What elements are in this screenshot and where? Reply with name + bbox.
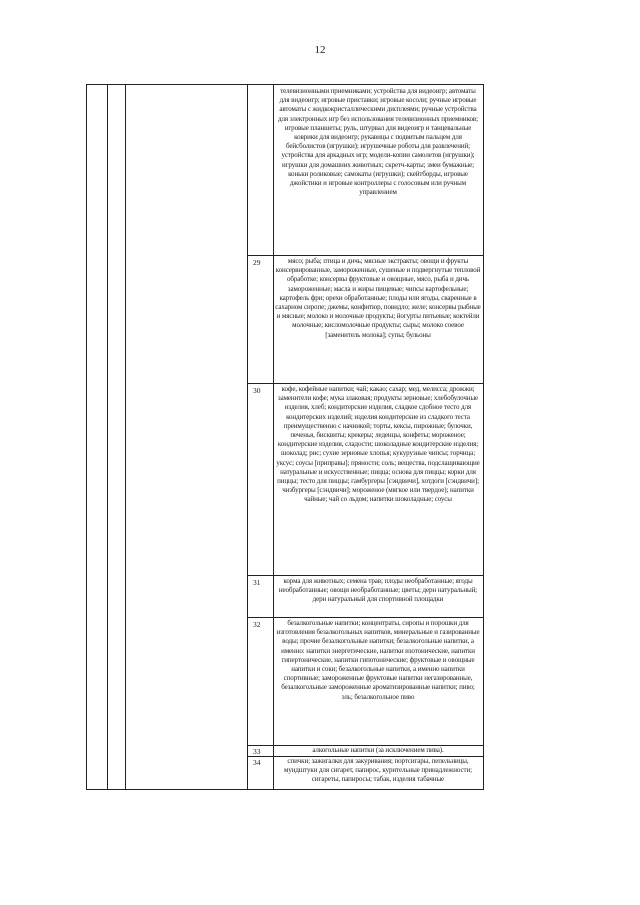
goods-description: корма для животных; семена трав; плоды необработанные; ягоды необработанные; овощи необработанные; цветы; дерн натуральный; дерн натуральный для спортивной площадки <box>278 577 478 604</box>
class-number: 29 <box>253 258 261 267</box>
goods-description: алкогольные напитки (за исключением пива). <box>312 746 444 754</box>
page-number: 12 <box>314 44 326 56</box>
class-number: 30 <box>253 386 261 395</box>
class-number: 32 <box>253 620 261 629</box>
goods-description: кофе, кофейные напитки; чай; какао; сахар; мед, мелисса; дрожжи; заменители кофе; мука злаковая; продукты зерновые; хлебобулочные изделия, хлеб; кондитерские изделия, сладкое сдобное тесто для кондитерских изделий; изделия кондитерские из сладкого теста преимущественно с начинкой; торты, кексы, пирожные; булочки, печенья, бисквиты; крекеры; леденцы, конфеты; мороженое; кондитерские изделия, сладости; шоколадные кондитерские изделия; шоколад; рис; сухие зерновые хлопья; кукурузные чипсы; горчица; уксус; соусы [приправы]; пряности; соль; вещества, подслащивающие натуральные и искусственные; пицца; основа для пиццы; корки для пиццы; тесто для пиццы; гамбургеры [сэндвичи], хотдоги [сэндвичи]; чизбургеры [сэндвичи]; мороженое (мягкое или твердое); напитки чайные; чай со льдом; напитки шоколадные; соусы <box>276 385 480 504</box>
goods-description: безалкогольные напитки; концентраты, сиропы и порошки для изготовления безалкогольных напитков, минеральные и газированные воды; прочие безалкогольные напитки; безалкогольные напитки, а именно: напитки энергетические, напитки изотонические, напитки гипертонические, напитки гипотонические; фруктовые и овощные напитки и соки; безалкогольные напитки, а именно напитки спортивные; замороженные фруктовые напитки негазированные, безалкогольные замороженные ароматизированные напитки; пиво; эль; безалкогольное пиво <box>276 619 480 701</box>
goods-description: телевизионными приемниками; устройства для видеоигр; автоматы для видеоигр; игровые приставки; игровые косоли; ручные игровые автоматы с жидкокристаллическими дисплеями; ручные устройства для электронных игр без использования телевизионных приемников; игровые планшеты; руль, штурвал для видеоигр и танцевальные коврики для видеоигр; рукавицы с подвитым пальцем для бейсболистов (игрушки); игрушечные роботы для развлечений; устройства для аркадных игр; модели-копии самолетов (игрушки); игрушки для домашних животных; скретч-карты; змеи бумажные; коньки роликовые; самокаты (игрушки); скейтборды, игровые джойстики и игровые контроллеры с голосовым или ручным управлением <box>278 87 478 197</box>
class-number: 31 <box>253 578 261 587</box>
row-divider <box>247 383 483 384</box>
column-rule <box>483 85 484 789</box>
row-divider <box>247 255 483 256</box>
goods-description: мясо; рыба; птица и дичь; мясные экстракты; овощи и фрукты консервированные, замороженные, сушеные и подвергнутые тепловой обработке; консервы фруктовые и овощные, мясо, рыба и дичь замороженные; масла и жиры пищевые; чипсы картофельные; картофель фри; орехи обработанные; плоды или ягоды, сваренные в сахарном сиропе; джемы, конфитюр, повидло; желе; консервы рыбные и мясные; молоко и молочные продукты; йогурты питьевые; коктейли молочные; кисломолочные продукты; сыры; молоко соевое [заменитель молока]; супы; бульоны <box>275 257 481 339</box>
row-divider <box>247 575 483 576</box>
column-rule <box>273 85 274 789</box>
column-rule <box>125 85 126 789</box>
column-rule <box>247 85 248 789</box>
column-rule <box>107 85 108 789</box>
class-number: 33 <box>253 747 261 756</box>
goods-classification-table <box>86 84 484 790</box>
class-number: 34 <box>253 758 261 767</box>
row-divider <box>247 617 483 618</box>
goods-description: спички; зажигалки для закуривания; портсигары, пепельницы, мундштуки для сигарет, папирос, курительные принадлежности; сигареты, папиросы; табак, изделия табачные <box>284 757 472 784</box>
